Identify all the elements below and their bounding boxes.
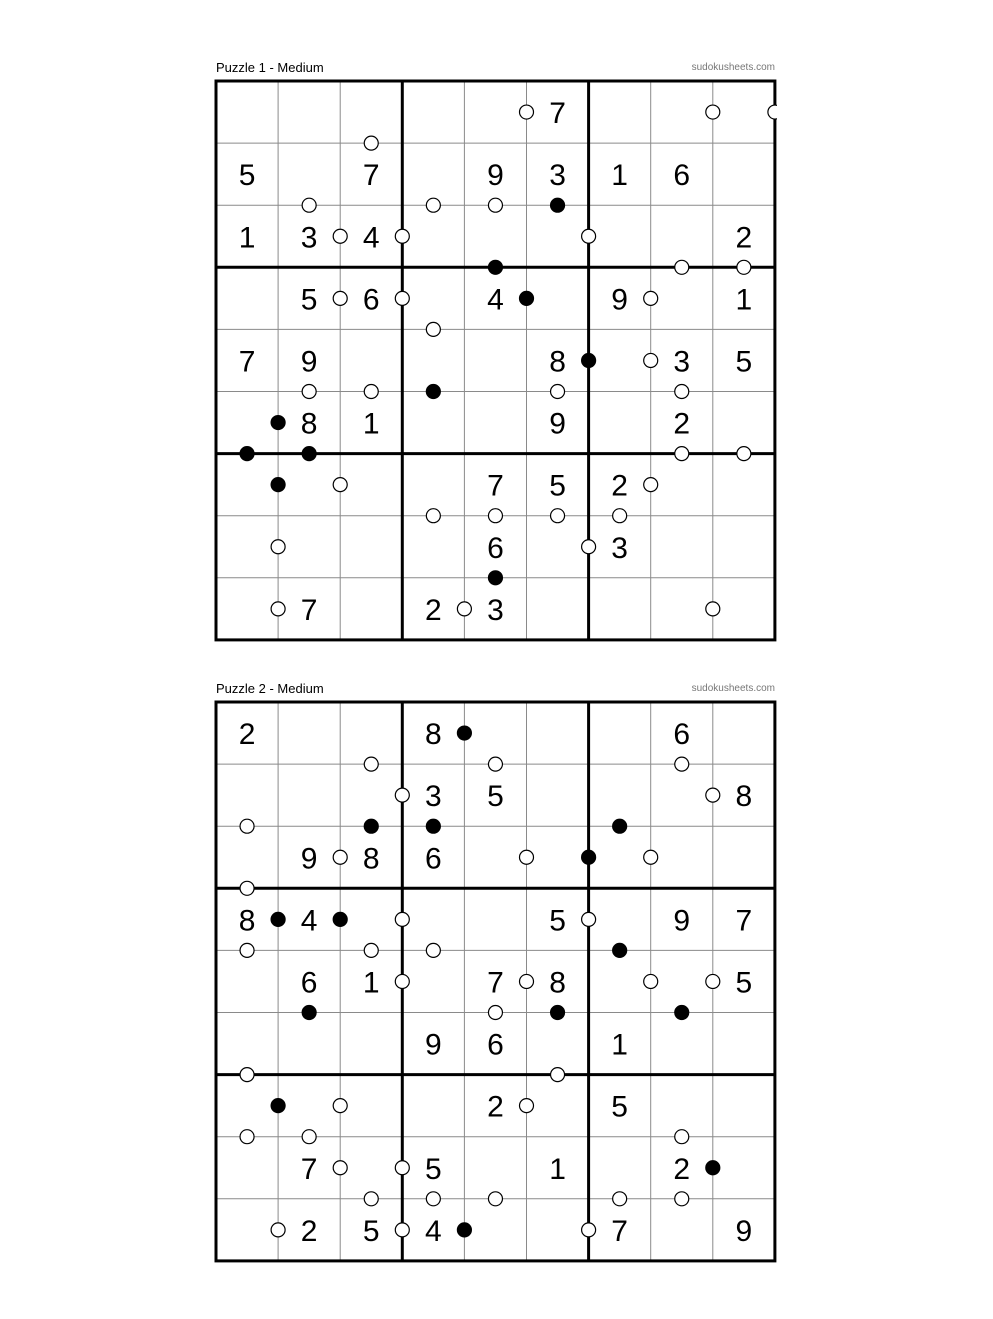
empty-cell[interactable] bbox=[593, 706, 647, 760]
empty-cell[interactable] bbox=[717, 1079, 771, 1133]
given-digit: 6 bbox=[673, 718, 691, 752]
white-dot bbox=[333, 1161, 347, 1175]
given-digit: 2 bbox=[673, 1152, 691, 1186]
empty-cell[interactable] bbox=[406, 520, 460, 574]
white-dot bbox=[737, 260, 751, 274]
black-dot bbox=[520, 291, 534, 305]
black-dot bbox=[488, 260, 502, 274]
empty-cell[interactable] bbox=[531, 830, 585, 884]
given-digit: 5 bbox=[362, 1214, 380, 1248]
black-dot bbox=[302, 1006, 316, 1020]
empty-cell[interactable] bbox=[531, 1203, 585, 1257]
empty-cell[interactable] bbox=[593, 1141, 647, 1195]
empty-cell[interactable] bbox=[593, 209, 647, 263]
white-dot bbox=[582, 540, 596, 554]
empty-cell[interactable] bbox=[593, 768, 647, 822]
black-dot bbox=[426, 385, 440, 399]
given-digit: 6 bbox=[673, 159, 691, 193]
empty-cell[interactable] bbox=[468, 85, 522, 139]
given-digit: 5 bbox=[425, 1152, 442, 1186]
empty-cell[interactable] bbox=[717, 147, 771, 201]
empty-cell[interactable] bbox=[406, 209, 460, 263]
black-dot bbox=[706, 1161, 720, 1175]
black-dot bbox=[240, 447, 254, 461]
given-digit: 8 bbox=[549, 345, 566, 379]
given-digit: 1 bbox=[362, 407, 380, 441]
empty-cell[interactable] bbox=[344, 768, 398, 822]
given-digit: 9 bbox=[300, 842, 318, 876]
black-dot bbox=[426, 819, 440, 833]
white-dot bbox=[364, 385, 378, 399]
white-dot bbox=[302, 385, 316, 399]
empty-cell[interactable] bbox=[406, 954, 460, 1008]
empty-cell[interactable] bbox=[717, 85, 771, 139]
empty-cell[interactable] bbox=[655, 768, 709, 822]
white-dot bbox=[240, 1068, 254, 1082]
white-dot bbox=[395, 1223, 409, 1237]
puzzle-header bbox=[214, 58, 777, 76]
empty-cell[interactable] bbox=[282, 85, 336, 139]
empty-cell[interactable] bbox=[531, 582, 585, 636]
given-digit: 7 bbox=[487, 469, 504, 503]
empty-cell[interactable] bbox=[344, 1017, 398, 1071]
white-dot bbox=[395, 788, 409, 802]
white-dot bbox=[613, 509, 627, 523]
white-dot bbox=[240, 819, 254, 833]
empty-cell[interactable] bbox=[655, 520, 709, 574]
puzzle-header bbox=[214, 679, 777, 697]
black-dot bbox=[457, 1223, 471, 1237]
black-dot bbox=[271, 912, 285, 926]
black-dot bbox=[271, 1099, 285, 1113]
black-dot bbox=[271, 416, 285, 430]
given-digit: 5 bbox=[549, 904, 566, 938]
black-dot bbox=[675, 1006, 689, 1020]
given-digit: 6 bbox=[362, 283, 380, 317]
empty-cell[interactable] bbox=[220, 1079, 274, 1133]
given-digit: 2 bbox=[487, 1090, 504, 1124]
empty-cell[interactable] bbox=[531, 271, 585, 325]
empty-cell[interactable] bbox=[406, 396, 460, 450]
white-dot bbox=[675, 447, 689, 461]
given-digit: 5 bbox=[611, 1090, 628, 1124]
empty-cell[interactable] bbox=[344, 1079, 398, 1133]
given-digit: 8 bbox=[238, 904, 256, 938]
given-digit: 6 bbox=[425, 842, 442, 876]
empty-cell[interactable] bbox=[344, 706, 398, 760]
empty-cell[interactable] bbox=[406, 1079, 460, 1133]
empty-cell[interactable] bbox=[220, 271, 274, 325]
empty-cell[interactable] bbox=[531, 1079, 585, 1133]
white-dot bbox=[240, 1130, 254, 1144]
white-dot bbox=[240, 881, 254, 895]
white-dot bbox=[706, 974, 720, 988]
white-dot bbox=[768, 105, 777, 119]
empty-cell[interactable] bbox=[220, 520, 274, 574]
sudoku-board bbox=[214, 79, 777, 642]
given-digit: 7 bbox=[487, 966, 504, 1000]
black-dot bbox=[333, 912, 347, 926]
white-dot bbox=[644, 850, 658, 864]
white-dot bbox=[302, 198, 316, 212]
empty-cell[interactable] bbox=[717, 1141, 771, 1195]
given-digit: 4 bbox=[362, 221, 380, 255]
white-dot bbox=[551, 1068, 565, 1082]
given-digit: 7 bbox=[300, 1152, 318, 1186]
given-digit: 9 bbox=[673, 904, 691, 938]
empty-cell[interactable] bbox=[220, 582, 274, 636]
black-dot bbox=[457, 726, 471, 740]
given-digit: 1 bbox=[735, 283, 753, 317]
given-digit: 3 bbox=[425, 780, 442, 814]
sudoku-board bbox=[214, 700, 777, 1263]
empty-cell[interactable] bbox=[220, 830, 274, 884]
given-digit: 4 bbox=[425, 1214, 442, 1248]
white-dot bbox=[333, 291, 347, 305]
given-digit: 2 bbox=[238, 718, 256, 752]
given-digit: 8 bbox=[425, 718, 442, 752]
given-digit: 5 bbox=[735, 966, 753, 1000]
empty-cell[interactable] bbox=[593, 85, 647, 139]
empty-cell[interactable] bbox=[282, 147, 336, 201]
given-digit: 8 bbox=[362, 842, 380, 876]
empty-cell[interactable] bbox=[468, 706, 522, 760]
given-digit: 3 bbox=[611, 531, 628, 565]
empty-cell[interactable] bbox=[344, 520, 398, 574]
puzzle-title: Puzzle 1 - Medium bbox=[216, 60, 324, 75]
white-dot bbox=[488, 1192, 502, 1206]
white-dot bbox=[706, 105, 720, 119]
white-dot bbox=[675, 385, 689, 399]
puzzle-1 bbox=[214, 58, 777, 627]
empty-cell[interactable] bbox=[220, 396, 274, 450]
empty-cell[interactable] bbox=[531, 209, 585, 263]
white-dot bbox=[488, 757, 502, 771]
empty-cell[interactable] bbox=[655, 1079, 709, 1133]
empty-cell[interactable] bbox=[531, 520, 585, 574]
given-digit: 9 bbox=[487, 159, 504, 193]
given-digit: 9 bbox=[611, 283, 628, 317]
empty-cell[interactable] bbox=[468, 209, 522, 263]
given-digit: 9 bbox=[735, 1214, 753, 1248]
empty-cell[interactable] bbox=[468, 830, 522, 884]
empty-cell[interactable] bbox=[468, 1203, 522, 1257]
given-digit: 7 bbox=[300, 593, 318, 627]
given-digit: 1 bbox=[238, 221, 256, 255]
empty-cell[interactable] bbox=[717, 458, 771, 512]
given-digit: 3 bbox=[487, 593, 504, 627]
white-dot bbox=[395, 229, 409, 243]
white-dot bbox=[333, 1099, 347, 1113]
given-digit: 8 bbox=[549, 966, 566, 1000]
empty-cell[interactable] bbox=[282, 458, 336, 512]
empty-cell[interactable] bbox=[531, 1017, 585, 1071]
white-dot bbox=[302, 1130, 316, 1144]
white-dot bbox=[271, 602, 285, 616]
black-dot bbox=[613, 819, 627, 833]
given-digit: 2 bbox=[673, 407, 691, 441]
empty-cell[interactable] bbox=[220, 1203, 274, 1257]
empty-cell[interactable] bbox=[468, 1141, 522, 1195]
empty-cell[interactable] bbox=[593, 333, 647, 387]
given-digit: 7 bbox=[238, 345, 256, 379]
white-dot bbox=[395, 974, 409, 988]
white-dot bbox=[364, 136, 378, 150]
black-dot bbox=[271, 478, 285, 492]
empty-cell[interactable] bbox=[220, 458, 274, 512]
empty-cell[interactable] bbox=[468, 333, 522, 387]
empty-cell[interactable] bbox=[655, 830, 709, 884]
white-dot bbox=[582, 912, 596, 926]
black-dot bbox=[582, 850, 596, 864]
white-dot bbox=[675, 757, 689, 771]
white-dot bbox=[426, 198, 440, 212]
given-digit: 1 bbox=[611, 159, 628, 193]
black-dot bbox=[551, 198, 565, 212]
empty-cell[interactable] bbox=[406, 85, 460, 139]
empty-cell[interactable] bbox=[655, 271, 709, 325]
white-dot bbox=[644, 478, 658, 492]
empty-cell[interactable] bbox=[717, 830, 771, 884]
given-digit: 9 bbox=[549, 407, 566, 441]
given-digit: 5 bbox=[735, 345, 753, 379]
given-digit: 4 bbox=[300, 904, 318, 938]
given-digit: 5 bbox=[238, 159, 256, 193]
empty-cell[interactable] bbox=[468, 892, 522, 946]
white-dot bbox=[520, 850, 534, 864]
white-dot bbox=[551, 509, 565, 523]
white-dot bbox=[582, 229, 596, 243]
puzzle-title: Puzzle 2 - Medium bbox=[216, 681, 324, 696]
empty-cell[interactable] bbox=[593, 892, 647, 946]
white-dot bbox=[240, 943, 254, 957]
empty-cell[interactable] bbox=[717, 1017, 771, 1071]
empty-cell[interactable] bbox=[406, 458, 460, 512]
empty-cell[interactable] bbox=[531, 706, 585, 760]
empty-cell[interactable] bbox=[717, 396, 771, 450]
given-digit: 8 bbox=[735, 780, 753, 814]
white-dot bbox=[644, 291, 658, 305]
empty-cell[interactable] bbox=[344, 458, 398, 512]
empty-cell[interactable] bbox=[655, 85, 709, 139]
given-digit: 2 bbox=[300, 1214, 318, 1248]
black-dot bbox=[302, 447, 316, 461]
white-dot bbox=[488, 509, 502, 523]
empty-cell[interactable] bbox=[655, 1203, 709, 1257]
white-dot bbox=[737, 447, 751, 461]
given-digit: 3 bbox=[549, 159, 566, 193]
empty-cell[interactable] bbox=[593, 396, 647, 450]
given-digit: 1 bbox=[549, 1152, 566, 1186]
empty-cell[interactable] bbox=[406, 147, 460, 201]
white-dot bbox=[613, 1192, 627, 1206]
white-dot bbox=[520, 974, 534, 988]
puzzle-2 bbox=[214, 679, 777, 1248]
white-dot bbox=[271, 540, 285, 554]
white-dot bbox=[706, 602, 720, 616]
black-dot bbox=[613, 943, 627, 957]
given-digit: 9 bbox=[425, 1028, 442, 1062]
white-dot bbox=[364, 757, 378, 771]
white-dot bbox=[395, 1161, 409, 1175]
given-digit: 6 bbox=[487, 531, 504, 565]
empty-cell[interactable] bbox=[593, 582, 647, 636]
site-credit: sudokusheets.com bbox=[691, 683, 775, 694]
black-dot bbox=[551, 1006, 565, 1020]
white-dot bbox=[364, 943, 378, 957]
white-dot bbox=[582, 1223, 596, 1237]
empty-cell[interactable] bbox=[282, 520, 336, 574]
empty-cell[interactable] bbox=[282, 768, 336, 822]
empty-cell[interactable] bbox=[655, 458, 709, 512]
white-dot bbox=[488, 198, 502, 212]
white-dot bbox=[395, 912, 409, 926]
empty-cell[interactable] bbox=[344, 333, 398, 387]
white-dot bbox=[706, 788, 720, 802]
empty-cell[interactable] bbox=[593, 954, 647, 1008]
white-dot bbox=[675, 1130, 689, 1144]
given-digit: 7 bbox=[611, 1214, 628, 1248]
given-digit: 8 bbox=[300, 407, 318, 441]
empty-cell[interactable] bbox=[406, 892, 460, 946]
given-digit: 1 bbox=[611, 1028, 628, 1062]
empty-cell[interactable] bbox=[220, 954, 274, 1008]
given-digit: 5 bbox=[549, 469, 566, 503]
black-dot bbox=[364, 819, 378, 833]
empty-cell[interactable] bbox=[282, 706, 336, 760]
empty-cell[interactable] bbox=[655, 209, 709, 263]
empty-cell[interactable] bbox=[406, 333, 460, 387]
given-digit: 2 bbox=[611, 469, 628, 503]
given-digit: 9 bbox=[300, 345, 318, 379]
white-dot bbox=[426, 943, 440, 957]
white-dot bbox=[364, 1192, 378, 1206]
given-digit: 4 bbox=[487, 283, 504, 317]
white-dot bbox=[395, 291, 409, 305]
given-digit: 5 bbox=[300, 283, 318, 317]
white-dot bbox=[520, 1099, 534, 1113]
given-digit: 6 bbox=[300, 966, 318, 1000]
white-dot bbox=[644, 353, 658, 367]
empty-cell[interactable] bbox=[468, 396, 522, 450]
empty-cell[interactable] bbox=[220, 1141, 274, 1195]
empty-cell[interactable] bbox=[344, 85, 398, 139]
given-digit: 2 bbox=[735, 221, 753, 255]
empty-cell[interactable] bbox=[220, 768, 274, 822]
white-dot bbox=[457, 602, 471, 616]
empty-cell[interactable] bbox=[531, 768, 585, 822]
given-digit: 7 bbox=[735, 904, 753, 938]
empty-cell[interactable] bbox=[717, 706, 771, 760]
empty-cell[interactable] bbox=[344, 892, 398, 946]
given-digit: 3 bbox=[673, 345, 691, 379]
white-dot bbox=[675, 1192, 689, 1206]
empty-cell[interactable] bbox=[406, 271, 460, 325]
empty-cell[interactable] bbox=[655, 582, 709, 636]
empty-cell[interactable] bbox=[220, 85, 274, 139]
black-dot bbox=[488, 571, 502, 585]
white-dot bbox=[675, 260, 689, 274]
empty-cell[interactable] bbox=[282, 1017, 336, 1071]
empty-cell[interactable] bbox=[344, 582, 398, 636]
given-digit: 5 bbox=[487, 780, 504, 814]
given-digit: 7 bbox=[549, 97, 566, 131]
empty-cell[interactable] bbox=[717, 582, 771, 636]
empty-cell[interactable] bbox=[220, 1017, 274, 1071]
white-dot bbox=[333, 229, 347, 243]
given-digit: 6 bbox=[487, 1028, 504, 1062]
white-dot bbox=[426, 322, 440, 336]
white-dot bbox=[271, 1223, 285, 1237]
empty-cell[interactable] bbox=[282, 1079, 336, 1133]
white-dot bbox=[644, 974, 658, 988]
empty-cell[interactable] bbox=[655, 1017, 709, 1071]
given-digit: 1 bbox=[362, 966, 380, 1000]
given-digit: 2 bbox=[425, 593, 442, 627]
white-dot bbox=[426, 1192, 440, 1206]
black-dot bbox=[582, 353, 596, 367]
empty-cell[interactable] bbox=[655, 954, 709, 1008]
given-digit: 3 bbox=[300, 221, 318, 255]
white-dot bbox=[426, 509, 440, 523]
white-dot bbox=[488, 1006, 502, 1020]
empty-cell[interactable] bbox=[717, 520, 771, 574]
white-dot bbox=[520, 105, 534, 119]
white-dot bbox=[333, 850, 347, 864]
white-dot bbox=[551, 385, 565, 399]
site-credit: sudokusheets.com bbox=[691, 62, 775, 73]
given-digit: 7 bbox=[362, 159, 380, 193]
empty-cell[interactable] bbox=[593, 830, 647, 884]
empty-cell[interactable] bbox=[344, 1141, 398, 1195]
white-dot bbox=[333, 478, 347, 492]
